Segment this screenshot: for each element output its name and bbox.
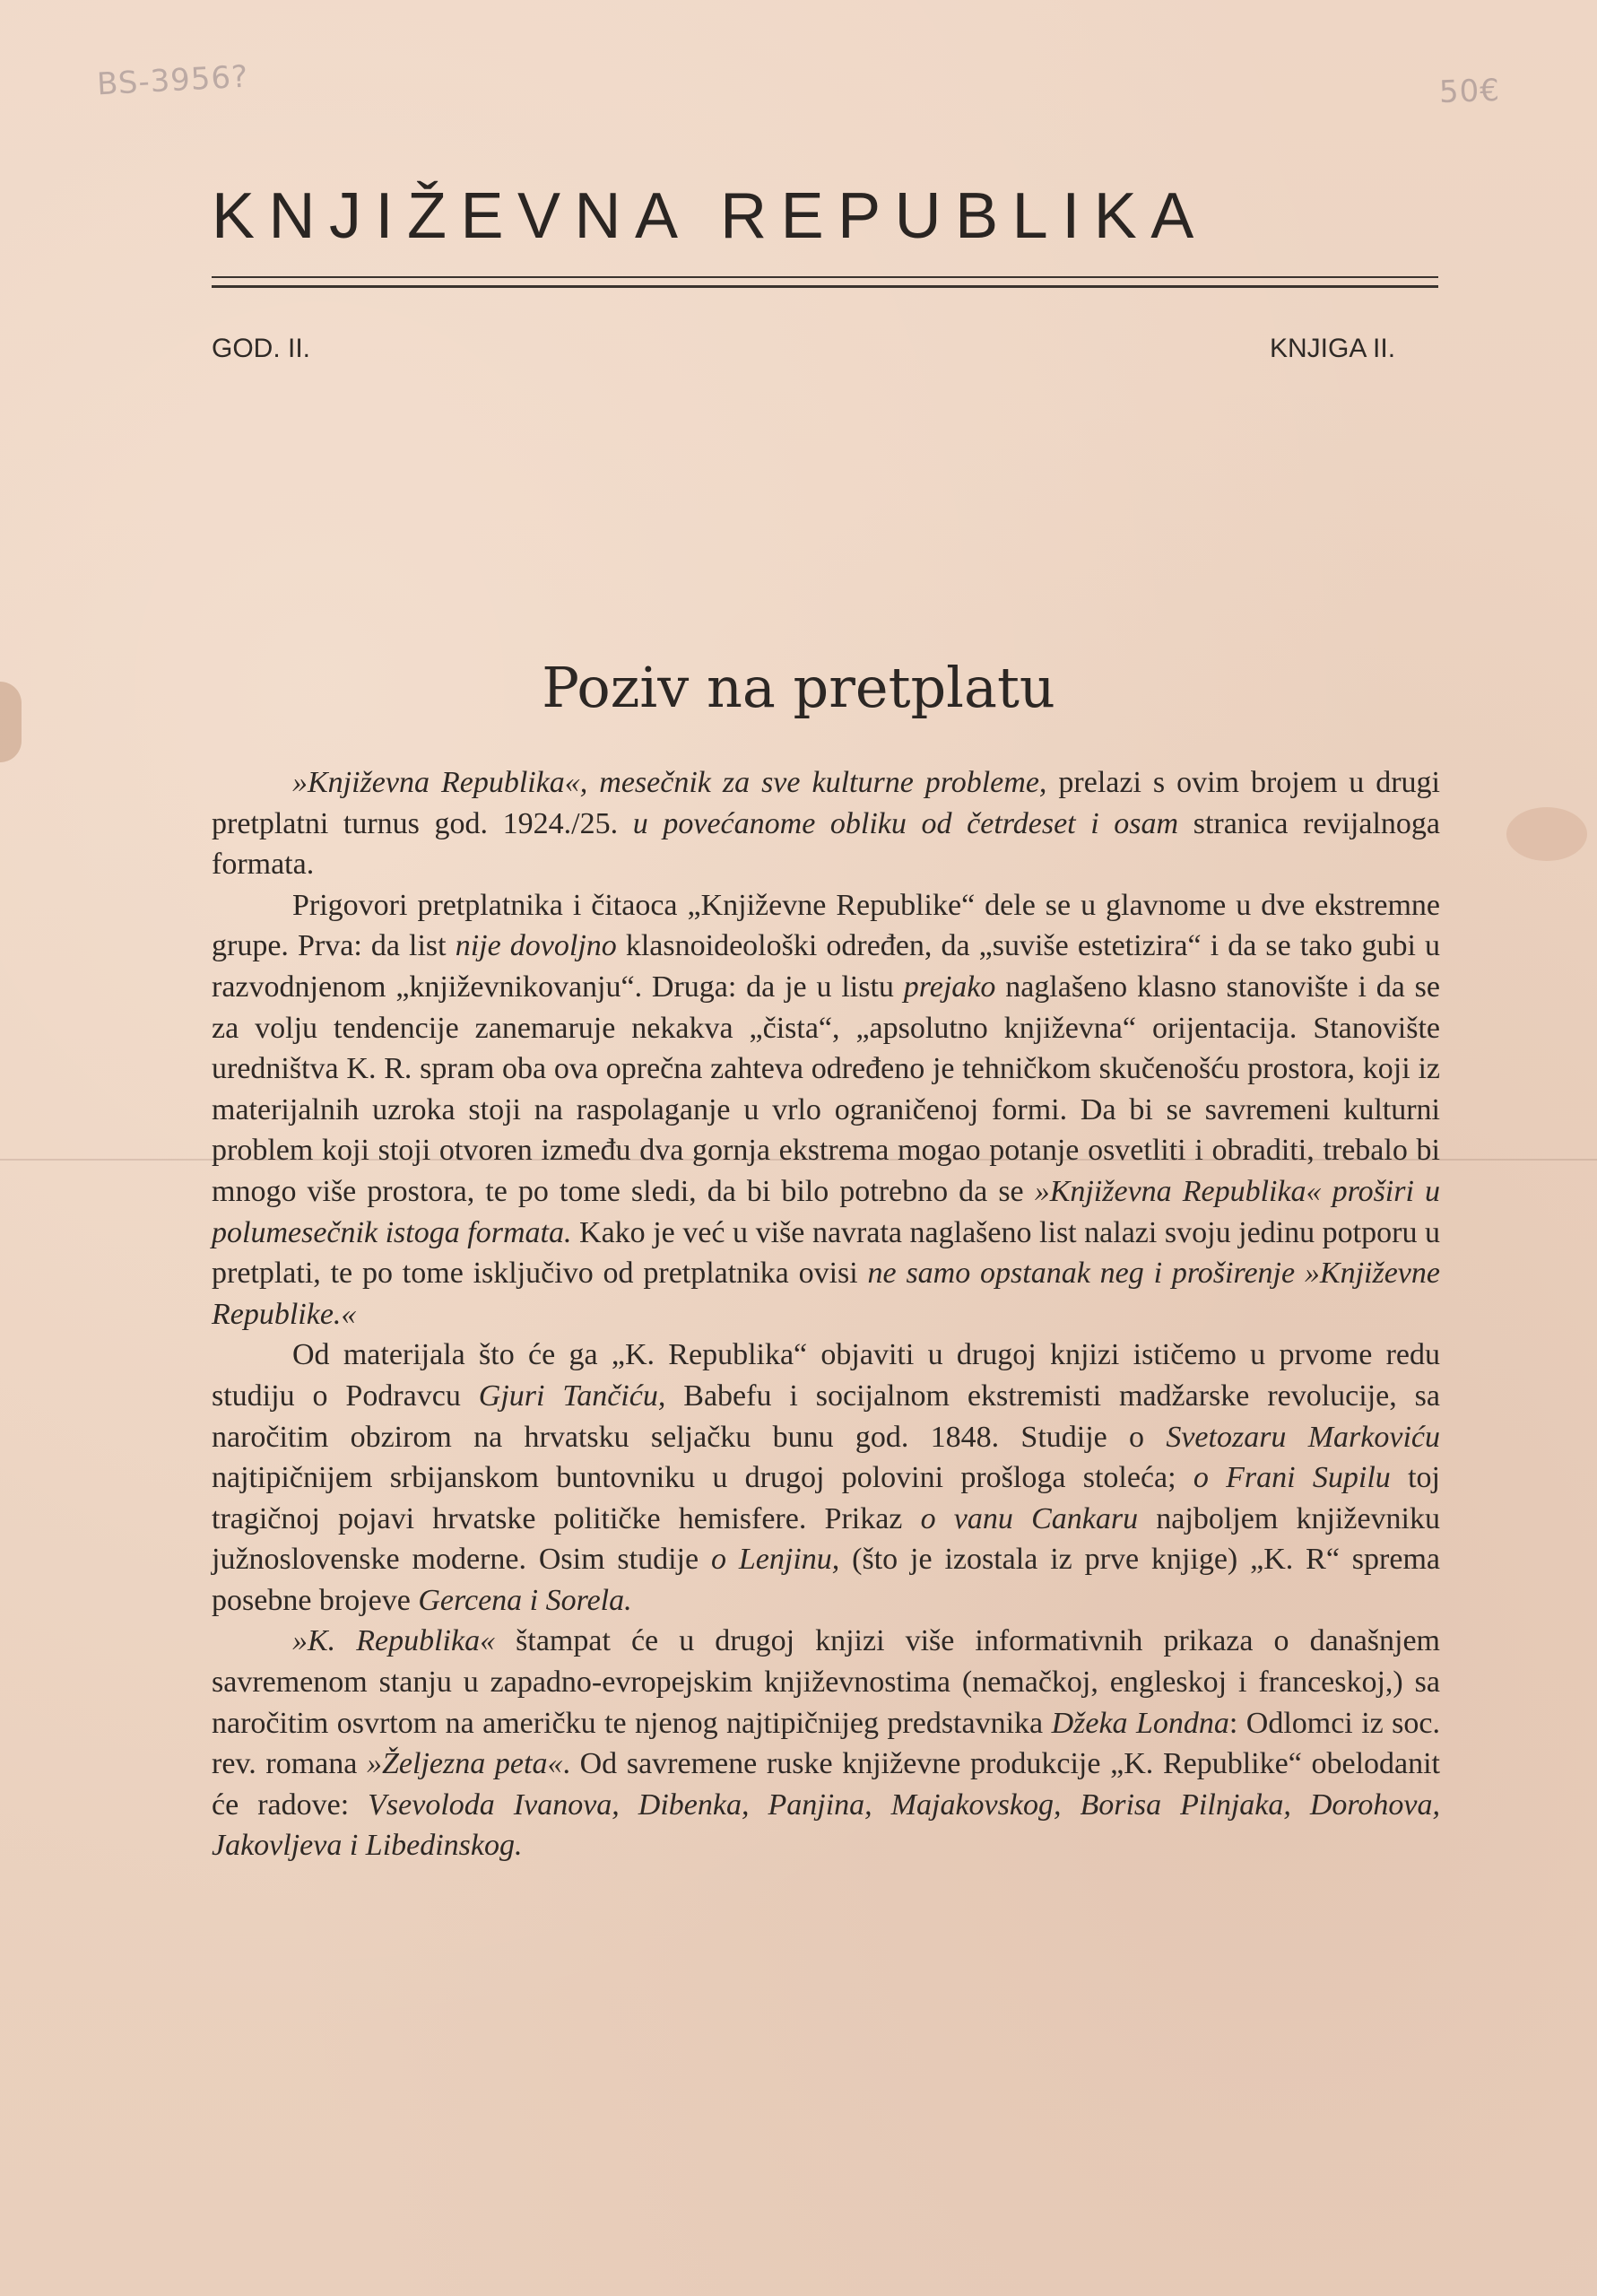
book-number: KNJIGA II.: [1270, 334, 1396, 363]
paragraph-3: [212, 1335, 1440, 1621]
text: naglašeno klasno stanovište i da se za volju tendencije zanemaruje nekakva „čista“, „apsolutno književna“ orijentacija. Stanovište uredništva K. R. spram oba ova oprečna zahteva određeno je tehničkom skučenošću prostora, koji iz materijalnih uzroka stoji na raspolaganje u vrlo ograničenoj formi. Da bi se savremeni kulturni problem koji stoji otvoren između dva gornja ekstrema mogao potanje osvetliti i obraditi, trebalo bi mnogo više prostora, te po tome sledi, da bi bilo potrebno da se: [212, 970, 1441, 1208]
volume-year: GOD. II.: [212, 334, 311, 363]
paragraph-4: [212, 1621, 1440, 1866]
masthead: KNJIŽEVNA REPUBLIKA: [212, 180, 1208, 252]
text: . Od savremene ruske književne produkcije „K. Republike“ obelodanit će radove:: [212, 1747, 1440, 1822]
article-body: [212, 762, 1440, 1866]
text: Od materijala što će ga „K. Republika“ objaviti u drugoj knjizi ističemo u prvome redu studiju o Podravcu: [212, 1338, 1440, 1413]
paragraph-1: [212, 762, 1440, 885]
text: klasnoideološki određen, da „suviše estetizira“ i da se tako gubi u razvodnjenom „književnikovanju“. Druga: da je u listu: [212, 929, 1440, 1004]
text-italic: o Frani Supilu: [1193, 1461, 1391, 1495]
text: (što je izostala iz prve knjige) „K. R“ sprema posebne brojeve: [212, 1543, 1440, 1617]
text-italic: Džeka Londna: [1051, 1706, 1229, 1740]
text-italic: »K. Republika«: [292, 1624, 496, 1658]
text: stranica revijalnoga formata.: [212, 806, 1440, 882]
text: najboljem književniku južnoslovenske moderne. Osim studije: [212, 1501, 1440, 1577]
text-italic: u povećanome obliku od četrdeset i osam: [632, 806, 1179, 840]
paper-stain: [1506, 807, 1587, 861]
text: Kako je već u više navrata naglašeno list nalazi svoju jedinu potporu u pretplati, te po tome isključivo od pretplatnika ovisi: [212, 1215, 1441, 1291]
text: : Odlomci iz soc. rev. romana: [212, 1706, 1440, 1781]
text-italic: Gjuri Tančiću,: [478, 1378, 666, 1413]
text-italic: o vanu Cankaru: [920, 1501, 1139, 1535]
text-italic: »Željezna peta«: [367, 1747, 563, 1781]
text-italic: nije dovoljno: [455, 929, 617, 963]
page-title: Poziv na pretplatu: [542, 655, 1055, 720]
paragraph-2: [212, 885, 1440, 1335]
archive-mark: BS-3956?: [96, 58, 250, 103]
text: prelazi s ovim brojem u drugi pretplatni turnus god. 1924./25.: [212, 766, 1440, 840]
text-italic: »Književna Republika«, mesečnik za sve kulturne probleme,: [292, 766, 1047, 799]
text: štampat će u drugoj knjizi više informativnih prikaza o današnjem savremenom stanju u zapadno-evropejskim književnostima (nemačkoj, engleskoj i franceskoj,) sa naročitim osvrtom na američku te njenog najtipičnijeg predstavnika: [212, 1624, 1440, 1740]
text: toj tragičnoj pojavi hrvatske političke hemisfere. Prikaz: [212, 1461, 1440, 1535]
text-italic: Svetozaru Markoviću: [1166, 1420, 1440, 1454]
text-italic: ne samo opstanak neg i proširenje »Književne Republike.«: [212, 1257, 1440, 1331]
text-italic: prejako: [903, 970, 996, 1004]
text: najtipičnijem srbijanskom buntovniku u drugoj polovini prošloga stoleća;: [212, 1461, 1193, 1495]
text-italic: »Književna Republika« proširi u polumesečnik istoga formata.: [212, 1174, 1440, 1249]
text-italic: Gercena i Sorela.: [418, 1583, 632, 1617]
price-mark: 50€: [1438, 72, 1501, 111]
text-italic: Vsevoloda Ivanova, Dibenka, Panjina, Majakovskog, Borisa Pilnjaka, Dorohova, Jakovljeva i Libedinskog.: [212, 1787, 1440, 1863]
masthead-rule-bottom: [212, 285, 1438, 288]
text-italic: o Lenjinu,: [710, 1543, 840, 1577]
text: Babefu i socijalnom ekstremisti madžarske revolucije, sa naročitim obzirom na hrvatsku seljačku bunu god. 1848. Studije o: [212, 1378, 1441, 1454]
masthead-rule-top: [212, 276, 1438, 278]
text: Prigovori pretplatnika i čitaoca „Književne Republike“ dele se u glavnome u dve ekstremne grupe. Prva: da list: [212, 888, 1440, 963]
